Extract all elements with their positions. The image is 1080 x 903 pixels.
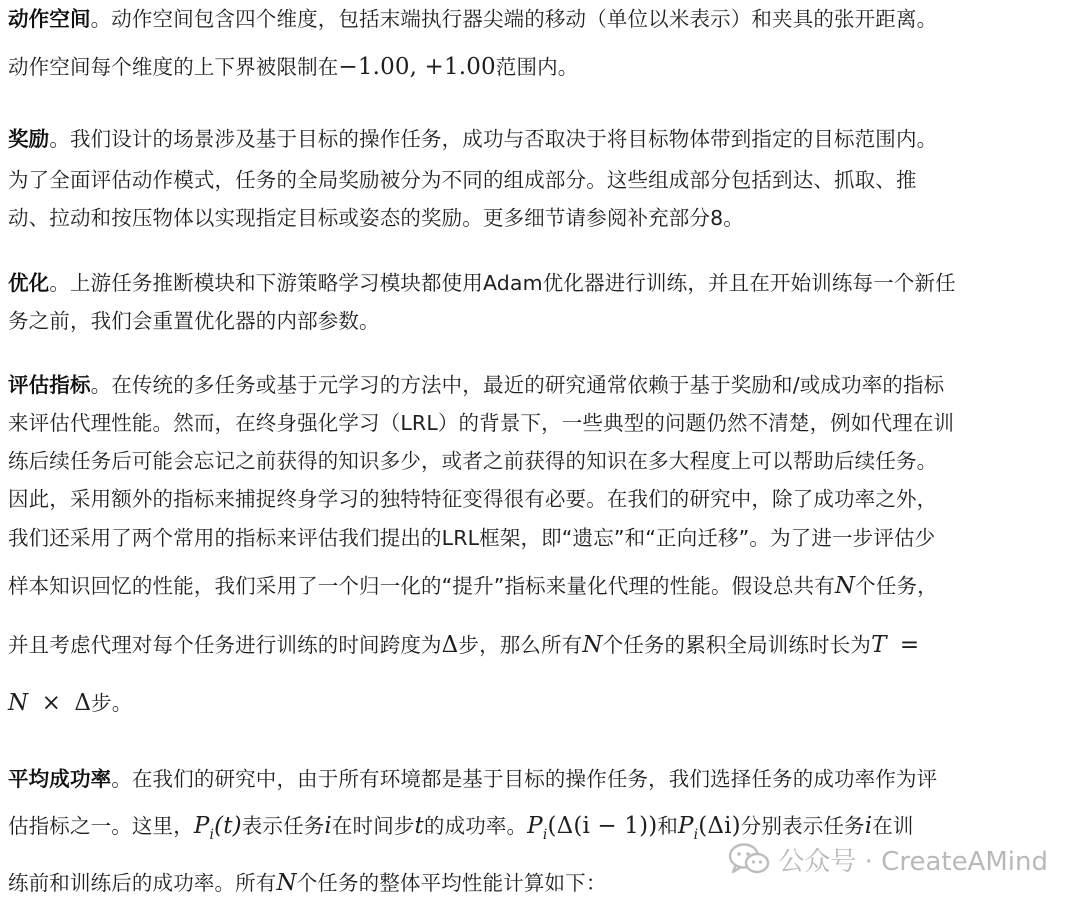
text-segment: 范围内。	[495, 55, 579, 79]
math-n: N	[8, 690, 29, 716]
text-segment: 的成功率。	[423, 814, 528, 838]
term-reward: 奖励	[8, 127, 50, 151]
text-segment: 并且考虑代理对每个任务进行训练的时间跨度为	[8, 633, 442, 657]
paragraph-avg-success-line-3	[8, 868, 606, 898]
watermark	[728, 842, 1048, 876]
math-times: ×	[41, 690, 62, 716]
text-segment: 我们还采用了两个常用的指标来评估我们提出的LRL框架，即“遗忘”和“正向迁移”。为了进一步评估少	[8, 526, 936, 550]
term-metrics: 评估指标	[8, 373, 91, 397]
paragraph-metrics-line-5	[8, 523, 935, 553]
paragraph-metrics-line-6	[8, 571, 938, 601]
paragraph-action-space-line-2	[8, 52, 578, 82]
text-segment: 动作空间每个维度的上下界被限制在	[8, 55, 339, 79]
paragraph-metrics-line-3	[8, 446, 937, 476]
text-segment: 。我们设计的场景涉及基于目标的操作任务，成功与否取决于将目标物体带到指定的目标范围内。	[49, 127, 938, 151]
text-segment: 。在我们的研究中，由于所有环境都是基于目标的操作任务，我们选择任务的成功率作为评	[111, 767, 938, 791]
wechat-icon	[728, 842, 770, 876]
text-segment: 务之前，我们会重置优化器的内部参数。	[8, 309, 380, 333]
math-n: N	[276, 870, 297, 896]
text-segment: 估指标之一。这里，	[8, 814, 194, 838]
text-segment: 步。	[91, 691, 133, 715]
text-segment: 。上游任务推断模块和下游策略学习模块都使用Adam优化器进行训练，并且在开始训练每一个新任	[49, 271, 956, 295]
math-subscript-i: i	[542, 827, 548, 843]
text-segment: 表示任务	[241, 814, 325, 838]
text-segment: 个任务的累积全局训练时长为	[602, 633, 872, 657]
paragraph-action-space-line-1	[8, 4, 937, 34]
text-segment: 个任务，	[855, 574, 938, 598]
text-segment: 。动作空间包含四个维度，包括末端执行器尖端的移动（单位以米表示）和夹具的张开距离。	[90, 7, 938, 31]
math-i: i	[324, 813, 332, 839]
term-action-space: 动作空间	[8, 7, 91, 31]
text-segment: 和	[657, 814, 678, 838]
math-i: i	[864, 813, 873, 839]
paragraph-avg-success-line-2	[8, 811, 914, 844]
paragraph-optimization-line-1	[8, 268, 956, 298]
paragraph-metrics-line-4	[8, 484, 937, 514]
paragraph-avg-success-line-1	[8, 764, 937, 794]
math-delta: Δ	[74, 690, 92, 716]
paragraph-reward-line-2	[8, 165, 917, 195]
text-segment: 个任务的整体平均性能计算如下：	[296, 871, 607, 895]
math-expr: (Δi)	[698, 813, 741, 839]
math-subscript-i: i	[209, 827, 215, 843]
text-segment: 在训	[872, 814, 914, 838]
math-range: −1.00, +1.00	[338, 54, 496, 80]
term-avg-success: 平均成功率	[8, 767, 112, 791]
text-segment: 分别表示任务	[740, 814, 865, 838]
math-n: N	[834, 573, 856, 599]
paragraph-reward-line-1	[8, 124, 937, 154]
math-n: N	[582, 632, 603, 658]
paragraph-metrics-line-7	[8, 630, 919, 660]
text-segment: 为了全面评估动作模式，任务的全局奖励被分为不同的组成部分。这些组成部分包括到达、抓取、推	[8, 168, 917, 192]
paragraph-reward-line-3	[8, 203, 744, 233]
paragraph-metrics-line-8	[8, 688, 132, 718]
text-segment: 动、拉动和按压物体以实现指定目标或姿态的奖励。更多细节请参阅补充部分8。	[8, 206, 744, 230]
term-optimization: 优化	[8, 271, 50, 295]
text-segment: 因此，采用额外的指标来捕捉终身学习的独特特征变得很有必要。在我们的研究中，除了成功率之外，	[8, 487, 938, 511]
text-segment: 。在传统的多任务或基于元学习的方法中，最近的研究通常依赖于基于奖励和/或成功率的指标	[90, 373, 945, 397]
math-t: T	[871, 632, 887, 658]
math-t: t	[414, 813, 424, 839]
math-expr: (t)	[214, 813, 242, 839]
math-equals: =	[899, 632, 920, 658]
text-segment: 练后续任务后可能会忘记之前获得的知识多少，或者之前获得的知识在多大程度上可以帮助后续任务。	[8, 449, 938, 473]
text-segment: 来评估代理性能。然而，在终身强化学习（LRL）的背景下，一些典型的问题仍然不清楚，例如代理在训	[8, 411, 955, 435]
text-segment: 步，那么所有	[458, 633, 583, 657]
math-expr: (Δ(i − 1))	[547, 813, 658, 839]
math-delta: Δ	[441, 632, 459, 658]
math-p: P	[193, 813, 210, 839]
watermark-text: 公众号 · CreateAMind	[778, 846, 1048, 877]
text-segment: 在时间步	[331, 814, 415, 838]
text-segment: 样本知识回忆的性能，我们采用了一个归一化的“提升”指标来量化代理的性能。假设总共有	[8, 574, 835, 598]
paragraph-metrics-line-2	[8, 408, 954, 438]
math-p: P	[527, 813, 543, 839]
math-subscript-i: i	[693, 827, 699, 843]
paragraph-optimization-line-2	[8, 306, 380, 336]
text-segment: 练前和训练后的成功率。所有	[8, 871, 277, 895]
paragraph-metrics-line-1	[8, 370, 944, 400]
math-p: P	[678, 813, 694, 839]
